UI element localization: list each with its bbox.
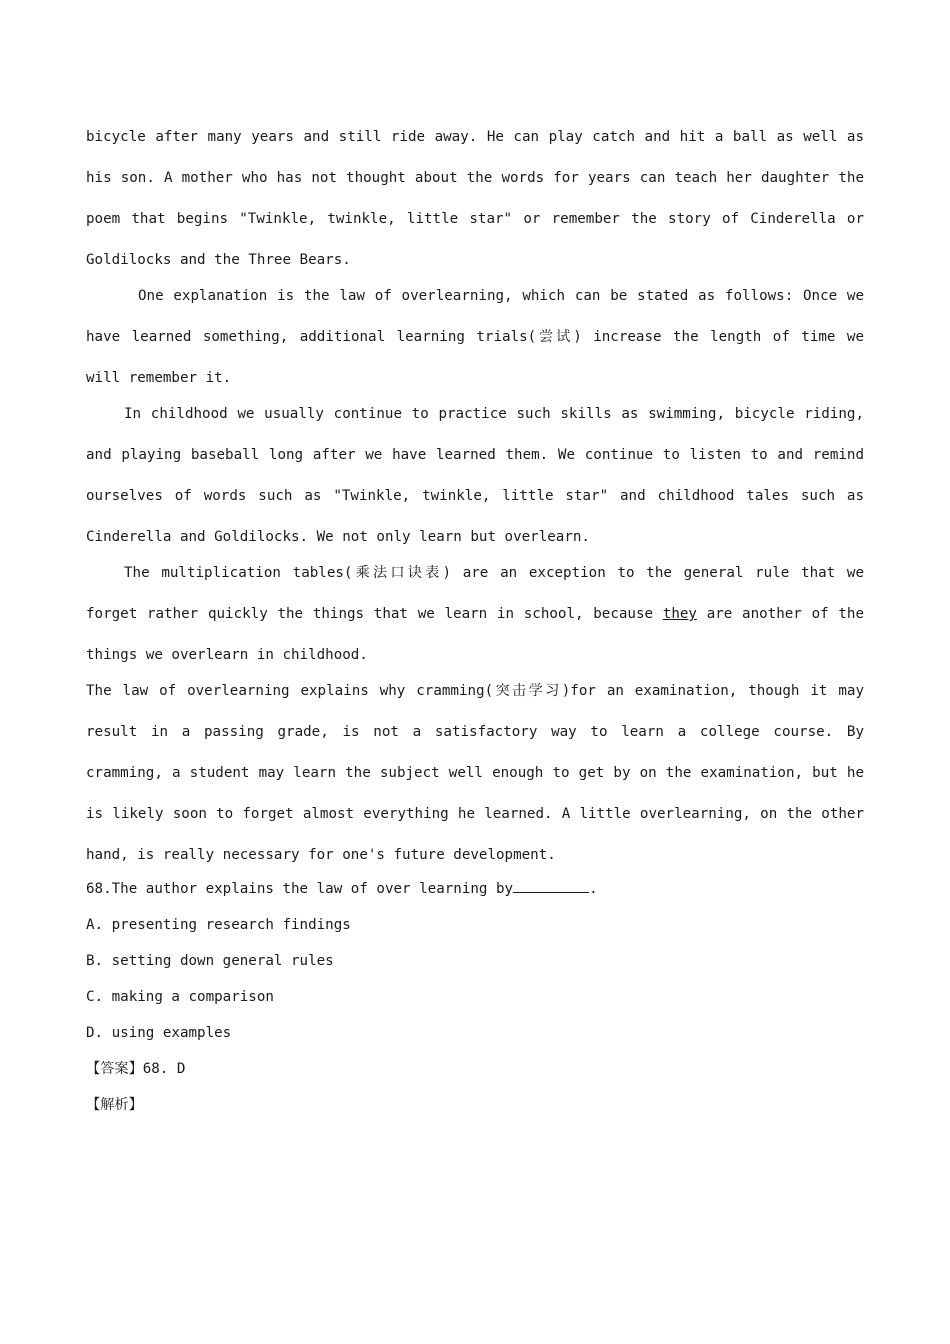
option-b: B. setting down general rules (86, 953, 334, 969)
answer-blank (513, 880, 589, 893)
question-stem (86, 871, 864, 907)
paragraph-4-text-after: are another of the things we overlearn in childhood. (86, 606, 865, 663)
analysis-label: 【解析】 (86, 1097, 143, 1113)
question-stem-end: . (589, 881, 598, 897)
question-stem-text: 68.The author explains the law of over learning by (86, 881, 514, 897)
passage-paragraph-1: bicycle after many years and still ride away. He can play catch and hit a ball as well as his son. A mother who has not thought about the words for years can teach her daughter the poem that begins "Twinkle, twinkle, little star" or remember the story of Cinderella or Goldilocks and the Three Bears. (86, 129, 864, 268)
document-page (86, 117, 864, 1123)
passage-paragraph-4 (86, 553, 864, 676)
option-d: D. using examples (86, 1025, 232, 1041)
option-c: C. making a comparison (86, 989, 274, 1005)
passage-paragraph-5: The law of overlearning explains why cramming(突击学习)for an examination, though it may result in a passing grade, is not a satisfactory way to learn a college course. By cramming, a student may learn the subject well enough to get by on the examination, but he is likely soon to forget almost everything he learned. A little overlearning, on the other hand, is really necessary for one's future development. (86, 683, 864, 863)
passage-paragraph-3: In childhood we usually continue to practice such skills as swimming, bicycle riding, and playing baseball long after we have learned them. We continue to listen to and remind ourselves of words such as "Twinkle, twinkle, little star" and childhood tales such as Cinderella and Goldilocks. We not only learn but overlearn. (86, 406, 864, 545)
answer-line: 【答案】68. D (86, 1061, 186, 1077)
underlined-word: they (662, 606, 697, 622)
passage-paragraph-2: One explanation is the law of overlearning, which can be stated as follows: Once we have learned something, additional learning trials(尝试) increase the length of time we will remember it. (86, 288, 864, 386)
paragraph-4-text-before: The multiplication tables(乘法口诀表) are an exception to the general rule that we forget rather quickly the things that we learn in school, because (86, 565, 864, 622)
option-a: A. presenting research findings (86, 917, 351, 933)
